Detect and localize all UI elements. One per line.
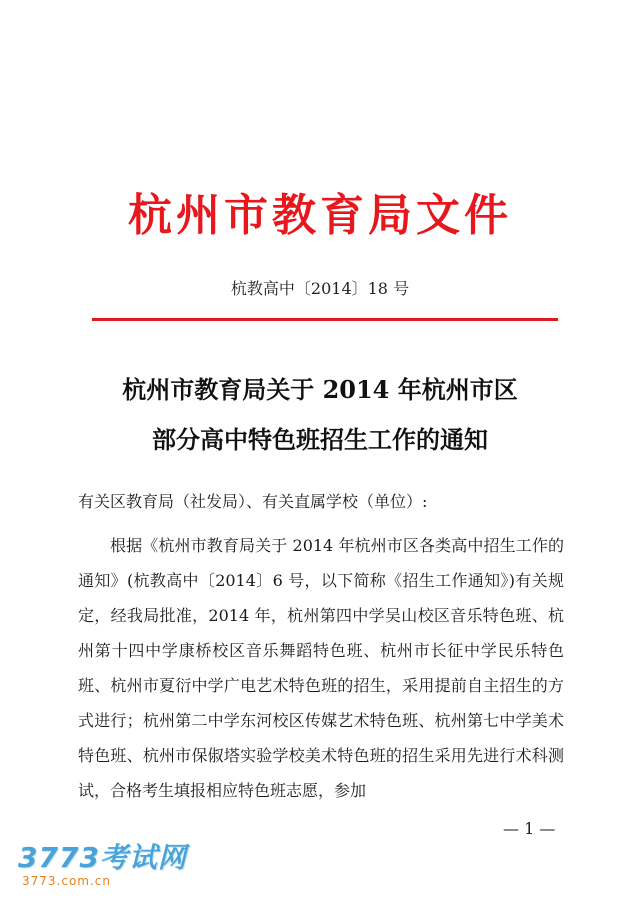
document-header-title: 杭州市教育局文件: [128, 190, 512, 241]
salutation: 有关区教育局（社发局）、有关直属学校（单位）:: [78, 492, 428, 511]
notice-title-line-1: 杭州市教育局关于 2014 年杭州市区: [122, 375, 518, 404]
header-divider: [92, 318, 558, 321]
page-number: — 1 —: [503, 819, 556, 838]
site-watermark[interactable]: [18, 836, 187, 888]
watermark-url: 3773.com.cn: [22, 874, 111, 888]
watermark-logo: 3773考试网: [18, 841, 187, 874]
body-paragraph: 根据《杭州市教育局关于 2014 年杭州市区各类高中招生工作的通知》(杭教高中〔2014〕6 号，以下简称《招生工作通知》)有关规定，经我局批准，2014 年，杭州第四中学吴山校区音乐特色班、杭州第十四中学康桥校区音乐舞蹈特色班、杭州市长征中学民乐特色班、杭州市夏衍中学广电艺术特色班的招生，采用提前自主招生的方式进行；杭州第二中学东河校区传媒艺术特色班、杭州第七中学美术特色班、杭州市保俶塔实验学校美术特色班的招生采用先进行术科测试，合格考生填报相应特色班志愿，参加: [78, 536, 564, 800]
notice-title-line-2: 部分高中特色班招生工作的通知: [152, 425, 488, 454]
document-number: 杭教高中〔2014〕18 号: [230, 279, 410, 298]
